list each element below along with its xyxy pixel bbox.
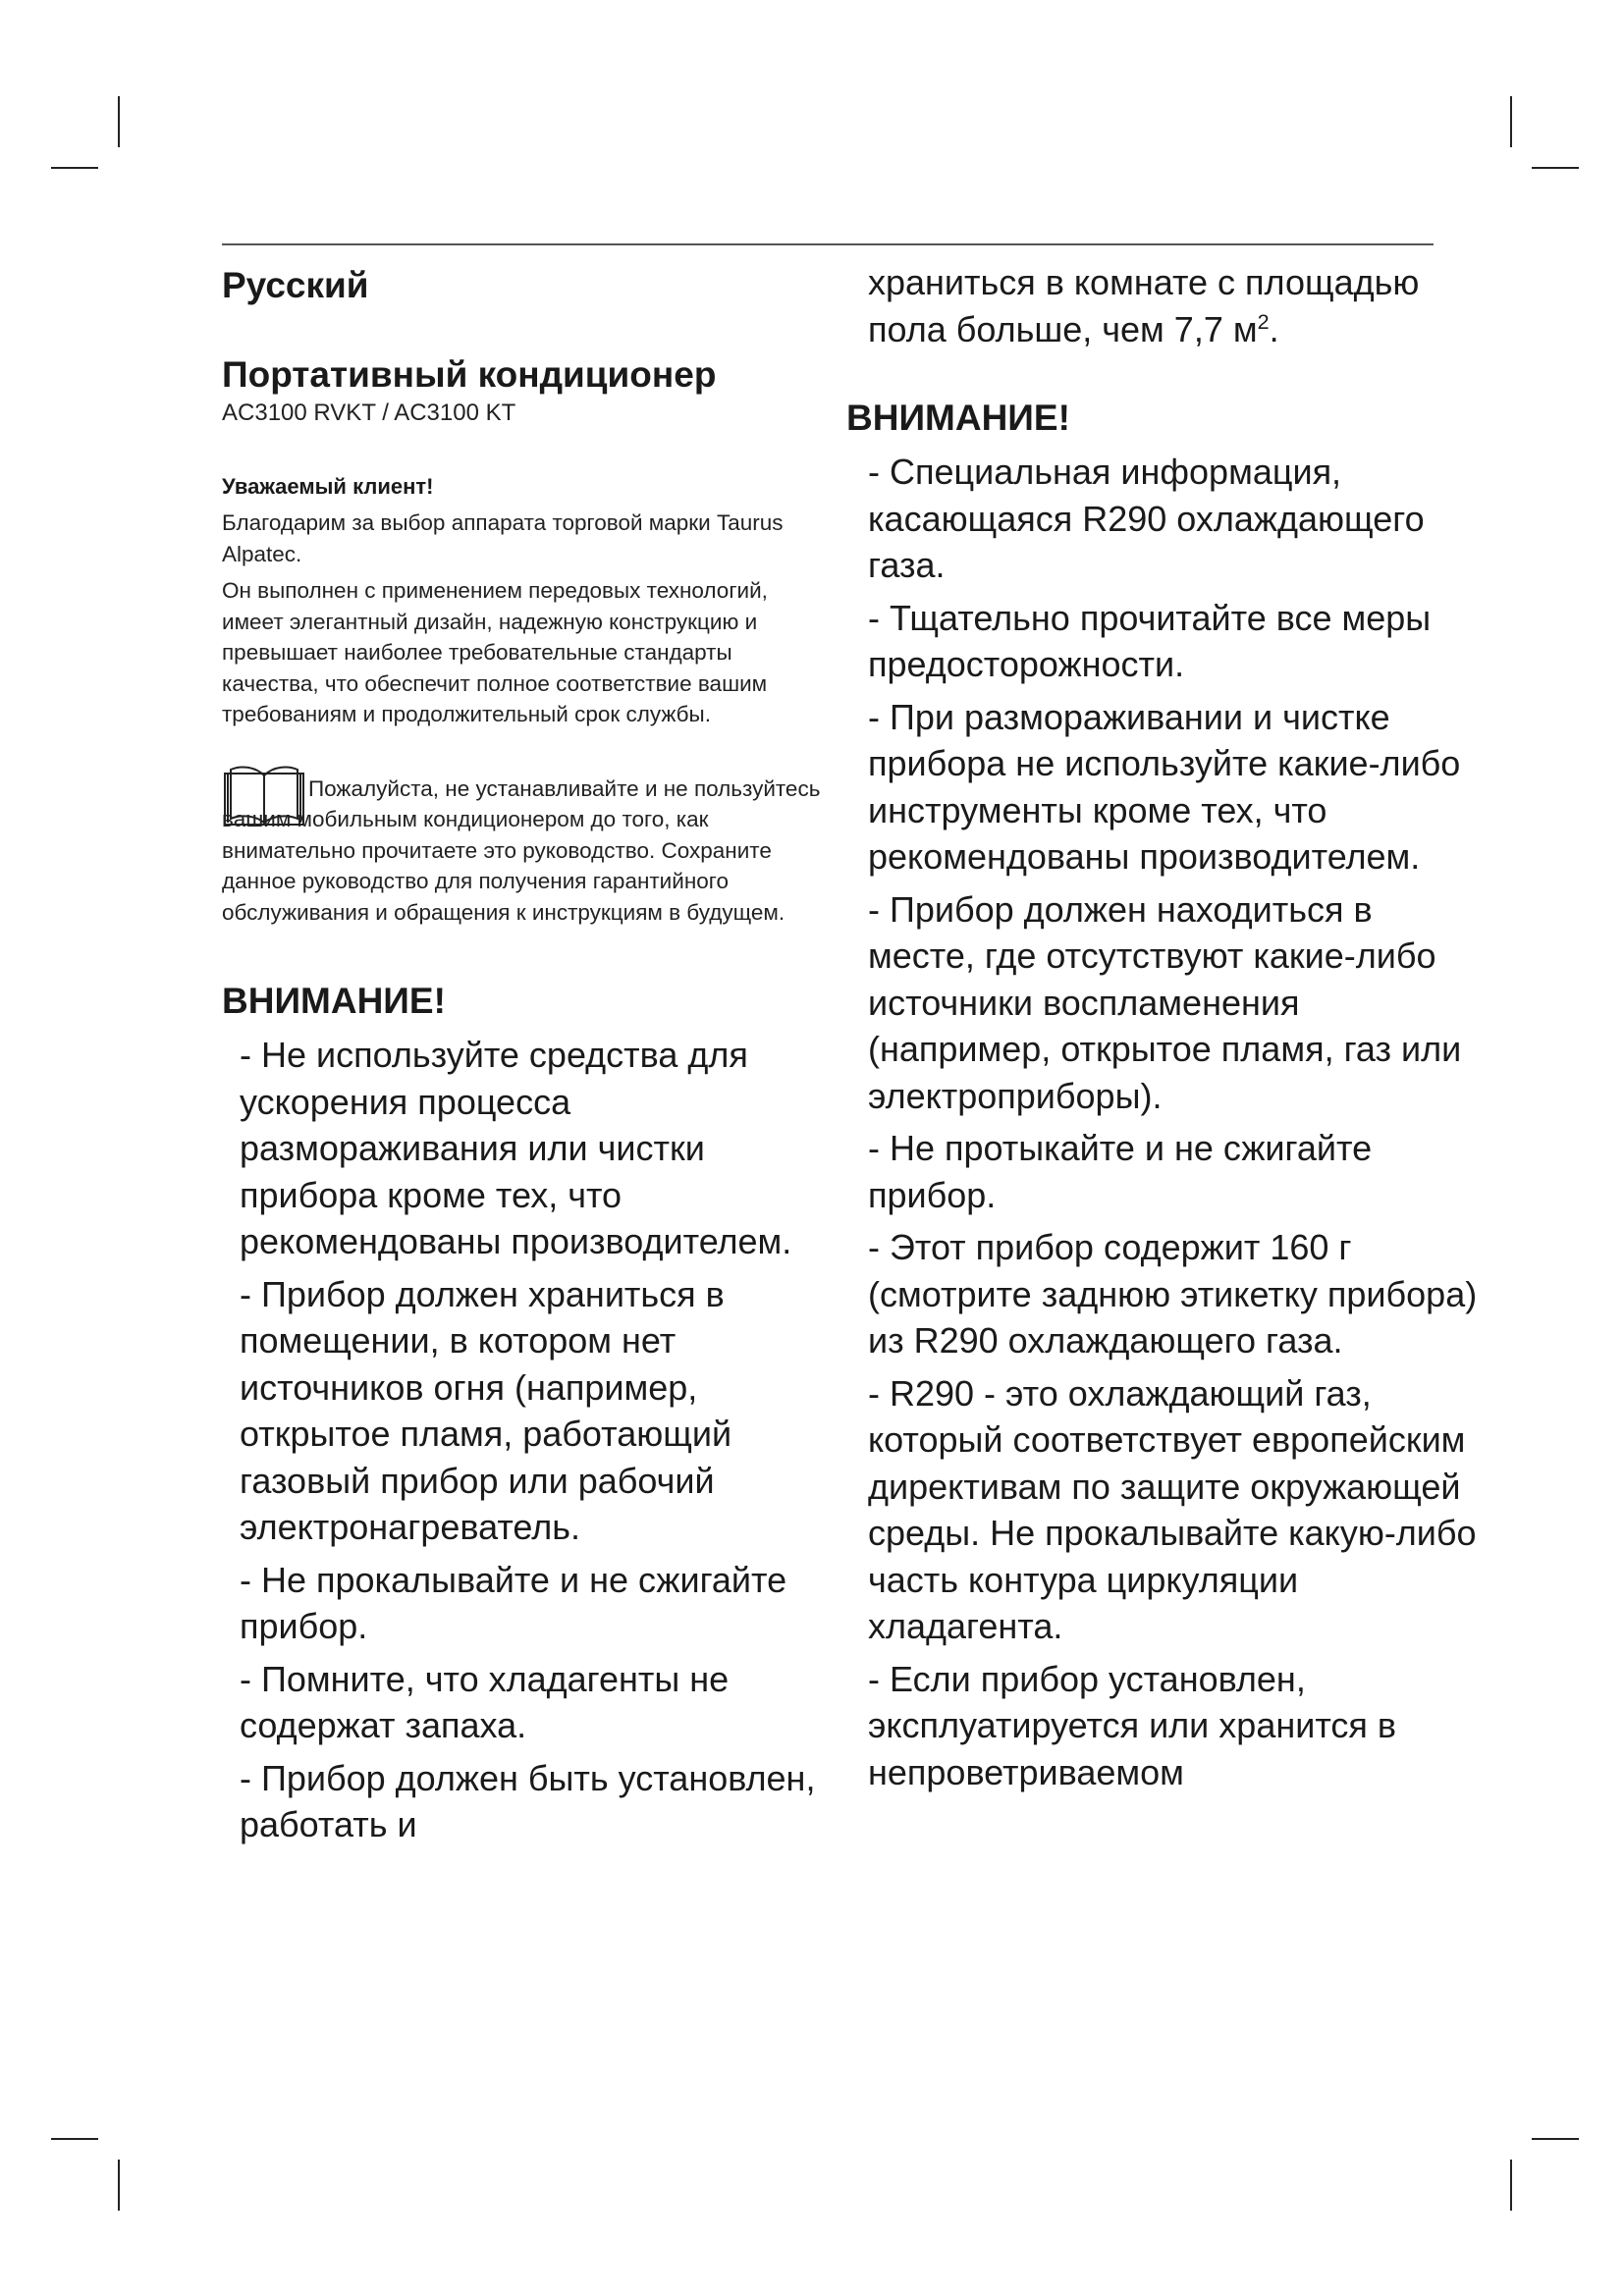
manual-note-text: Пожалуйста, не устанавливайте и не пользуйтесь вашим мобильным кондиционером до того, как внимательно прочитаете это руководство. Сохраните данное руководство для получения гарантийного обслуживания и обращения к инструкциям в будущем. xyxy=(222,775,821,925)
superscript: 2 xyxy=(1257,308,1270,334)
crop-mark xyxy=(1510,96,1512,147)
warning-item: - Помните, что хладагенты не содержат запаха. xyxy=(240,1658,730,1745)
warning-item: - Не протыкайте и не сжигайте прибор. xyxy=(868,1128,1373,1215)
product-title: Портативный кондиционер xyxy=(222,354,717,395)
warning-item: - Если прибор установлен, эксплуатируется или хранится в непроветриваемом xyxy=(868,1658,1397,1792)
open-book-icon xyxy=(222,762,306,830)
continued-text-body: храниться в комнате с площадью пола больше, чем 7,7 м xyxy=(868,262,1420,349)
right-column xyxy=(846,259,1479,1801)
intro-paragraph-1: Благодарим за выбор аппарата торговой марки Taurus Alpatec. xyxy=(222,510,784,566)
crop-mark xyxy=(118,96,120,147)
header-rule xyxy=(222,243,1434,245)
warning-title: ВНИМАНИЕ! xyxy=(222,981,446,1021)
crop-mark xyxy=(1532,167,1579,169)
warning-title: ВНИМАНИЕ! xyxy=(846,398,1070,438)
warning-item: - Прибор должен храниться в помещении, в котором нет источников огня (например, открытое пламя, работающий газовый прибор или рабочий электронагреватель. xyxy=(240,1273,732,1547)
crop-mark xyxy=(1532,2138,1579,2140)
warning-item: - Не прокалывайте и не сжигайте прибор. xyxy=(240,1559,787,1646)
warning-list xyxy=(850,449,1479,1795)
warning-item: - Специальная информация, касающаяся R290 охлаждающего газа. xyxy=(868,452,1425,585)
model-numbers: AC3100 RVKT / AC3100 KT xyxy=(222,400,516,426)
warning-item: - R290 - это охлаждающий газ, который соответствует европейским директивам по защите окружающей среды. Не прокалывайте какую-либо часть контура циркуляции хладагента. xyxy=(868,1372,1477,1646)
manual-note xyxy=(222,774,831,929)
crop-mark xyxy=(51,167,98,169)
continued-text-end: . xyxy=(1269,308,1279,349)
warning-list xyxy=(222,1032,831,1848)
warning-item: - Тщательно прочитайте все меры предосторожности. xyxy=(868,597,1432,684)
warning-item: - При размораживании и чистке прибора не используйте какие-либо инструменты кроме тех, что рекомендованы производителем. xyxy=(868,696,1461,877)
crop-mark xyxy=(118,2160,120,2211)
left-column xyxy=(222,257,831,1854)
intro-paragraph-2: Он выполнен с применением передовых технологий, имеет элегантный дизайн, надежную конструкцию и превышает наиболее требовательные стандарты качества, что обеспечит полное соответствие вашим требованиям и продолжительный срок службы. xyxy=(222,578,768,726)
crop-mark xyxy=(51,2138,98,2140)
continued-text xyxy=(850,259,1479,352)
warning-item: - Этот прибор содержит 160 г (смотрите заднюю этикетку прибора) из R290 охлаждающего газа. xyxy=(868,1227,1478,1361)
warning-item: - Не используйте средства для ускорения процесса размораживания или чистки прибора кроме тех, что рекомендованы производителем. xyxy=(240,1035,792,1261)
crop-mark xyxy=(1510,2160,1512,2211)
warning-item: - Прибор должен находиться в месте, где отсутствуют какие-либо источники воспламенения (например, открытое пламя, газ или электроприборы). xyxy=(868,888,1462,1116)
greeting: Уважаемый клиент! xyxy=(222,474,434,499)
language-title: Русский xyxy=(222,265,369,305)
warning-item: - Прибор должен быть установлен, работать и xyxy=(240,1757,816,1844)
